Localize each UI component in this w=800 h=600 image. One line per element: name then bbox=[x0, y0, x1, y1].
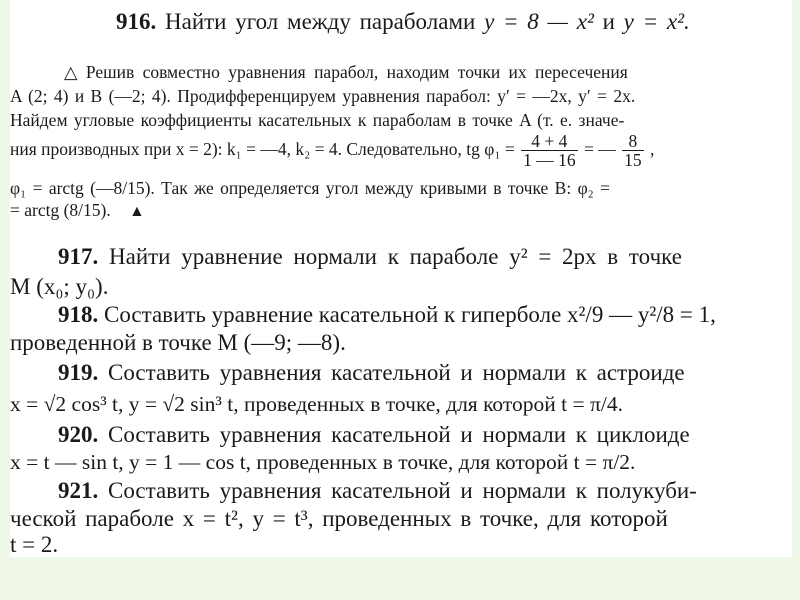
problem-916-heading bbox=[116, 9, 690, 35]
problem-918-line1 bbox=[10, 302, 716, 328]
solution-line: A (2; 4) и B (—2; 4). Продифференцируем уравнения парабол: y′ = —2x, y′ = 2x. bbox=[10, 86, 636, 106]
fraction-numerator: 8 bbox=[622, 132, 644, 151]
conjunction: и bbox=[602, 9, 615, 34]
problem-917-line1 bbox=[10, 244, 682, 270]
solution-text: ния производных при x = 2): k₁ = —4, k₂ = 4. Следовательно, tg φ₁ = bbox=[10, 138, 515, 159]
problem-text: Составить уравнения касательной и нормали к циклоиде bbox=[108, 422, 690, 447]
fraction bbox=[622, 132, 644, 170]
problem-number: 920. bbox=[58, 422, 99, 447]
solution-line: Найдем угловые коэффициенты касательных к параболам в точке A (т. е. значе- bbox=[10, 110, 625, 130]
solution-line: φ₁ = arctg (—8/15). Так же определяется угол между кривыми в точке B: φ₂ = bbox=[10, 178, 611, 198]
equation: y = x². bbox=[623, 9, 690, 34]
problem-920-line2: x = t — sin t, y = 1 — cos t, проведенных в точке, для которой t = π/2. bbox=[10, 450, 636, 474]
solution-text: = arctg (8/15). bbox=[10, 200, 111, 220]
problem-919-line1 bbox=[10, 360, 685, 386]
end-of-solution-icon: ▲ bbox=[129, 203, 145, 220]
fraction-numerator: 4 + 4 bbox=[521, 132, 578, 151]
solution-text: = — bbox=[583, 138, 616, 159]
problem-921-line1 bbox=[10, 478, 697, 504]
problem-917-line2: M (x₀; y₀). bbox=[10, 274, 109, 299]
problem-number: 918. bbox=[58, 302, 99, 327]
problem-921-line2: ческой параболе x = t², y = t³, проведенных в точке, для которой bbox=[10, 506, 668, 531]
problem-text: Составить уравнения касательной и нормали к астроиде bbox=[108, 360, 685, 385]
problem-number: 919. bbox=[58, 360, 99, 385]
equation: y = 8 — x² bbox=[484, 9, 594, 34]
problem-919-line2: x = √2 cos³ t, y = √2 sin³ t, проведенных в точке, для которой t = π/4. bbox=[10, 392, 623, 416]
solution-line: △ Решив совместно уравнения парабол, находим точки их пересечения bbox=[64, 62, 628, 82]
solution-text: , bbox=[649, 138, 655, 159]
problem-921-line3: t = 2. bbox=[10, 532, 59, 557]
problem-918-line2: проведенной в точке M (—9; —8). bbox=[10, 330, 346, 355]
fraction-denominator: 1 — 16 bbox=[523, 150, 576, 171]
problem-number: 916. bbox=[116, 9, 157, 34]
problem-text: Составить уравнения касательной и нормали к полукуби- bbox=[108, 478, 697, 503]
fraction-denominator: 15 bbox=[624, 150, 642, 171]
problem-920-line1 bbox=[10, 422, 690, 448]
problem-number: 921. bbox=[58, 478, 99, 503]
problem-text: Найти уравнение нормали к параболе y² = 2px в точке bbox=[109, 244, 682, 269]
problem-text: Составить уравнение касательной к гиперболе x²/9 — y²/8 = 1, bbox=[104, 302, 716, 327]
fraction bbox=[521, 132, 578, 170]
problem-number: 917. bbox=[58, 244, 99, 269]
problem-text: Найти угол между параболами bbox=[165, 9, 476, 34]
solution-line-with-fractions bbox=[10, 132, 654, 170]
solution-line-final bbox=[10, 200, 145, 221]
textbook-page bbox=[10, 0, 792, 557]
